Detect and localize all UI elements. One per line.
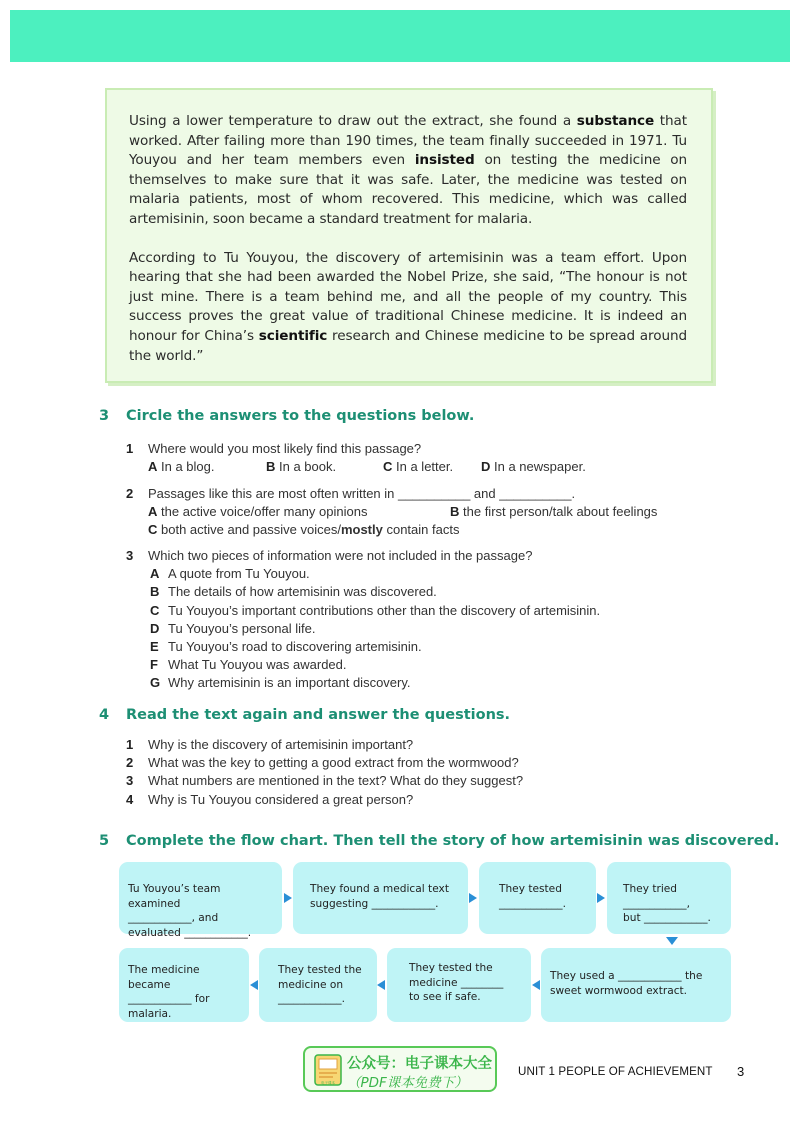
reading-paragraph-1: [129, 112, 687, 230]
text-run: on testing the medicine on themselves to make sure that it was safe. Later, the medicine was tested on malaria patients, most of whom recovered. This medicine, which was called artemisinin, soon became a standard treatment for malaria.: [129, 152, 688, 227]
question-text: Where would you most likely find this passage?: [148, 441, 422, 456]
highlighted-word: scientific: [258, 327, 328, 344]
section-4-heading: 4 Read the text again and answer the questions.: [99, 707, 511, 723]
watermark-line-2: （PDF课本免费下）: [347, 1075, 468, 1091]
question-3-2: 2 Passages like this are most often written in __________ and __________. A the active voice/offer many opinions B the first person/talk about feelings C both active and passive voices/mostly contain facts: [126, 485, 657, 540]
section-title: Circle the answers to the questions below.: [126, 408, 475, 424]
option-a[interactable]: A the active voice/offer many opinions: [148, 504, 368, 520]
flow-box-3: They tested ____________.: [479, 862, 596, 934]
page-number: 3: [737, 1064, 745, 1079]
text-run: that worked. After failing more than 190 times, the team finally succeeded in 1971. Tu Youyou and her team members even: [129, 113, 687, 169]
svg-text:电子课本: 电子课本: [321, 1081, 335, 1085]
option-d[interactable]: D In a newspaper.: [481, 459, 586, 475]
watermark-line-1: 公众号：电子课本大全: [347, 1056, 492, 1072]
arrow-left-icon: [377, 980, 385, 990]
watermark-badge: [303, 1046, 497, 1092]
section-title: Read the text again and answer the questions.: [126, 707, 511, 723]
section-5-heading: 5 Complete the flow chart. Then tell the story of how artemisinin was discovered.: [99, 833, 780, 849]
arrow-right-icon: [284, 893, 292, 903]
reading-passage-box: [105, 88, 713, 383]
question-3-1: 1 Where would you most likely find this passage? A In a blog. B In a book. C In a letter. D In a newspaper.: [126, 440, 586, 476]
option-f[interactable]: F What Tu Youyou was awarded.: [150, 657, 347, 673]
text-run: research and Chinese medicine to be spread around the world.”: [129, 327, 687, 364]
flow-box-2: They found a medical text suggesting ____________.: [293, 862, 468, 934]
question-text: Passages like this are most often written in __________ and __________.: [148, 486, 576, 501]
arrow-right-icon: [469, 893, 477, 903]
flow-box-6: They tested the medicine ________ to see if safe.: [387, 948, 531, 1022]
highlighted-word: insisted: [414, 152, 475, 169]
top-color-band: [10, 10, 790, 62]
flow-box-7: They tested the medicine on ____________.: [259, 948, 377, 1022]
option-a[interactable]: A A quote from Tu Youyou.: [150, 566, 310, 582]
option-b[interactable]: B the first person/talk about feelings: [450, 504, 658, 520]
flow-box-1: Tu Youyou’s team examined ____________, and evaluated ____________.: [119, 862, 282, 934]
section-3-heading: [99, 408, 474, 424]
arrow-left-icon: [250, 980, 258, 990]
reading-paragraph-2: [129, 249, 687, 367]
section-title: Complete the flow chart. Then tell the story of how artemisinin was discovered.: [126, 833, 780, 849]
option-g[interactable]: G Why artemisinin is an important discovery.: [150, 675, 411, 691]
option-e[interactable]: E Tu Youyou’s road to discovering artemisinin.: [150, 639, 422, 655]
option-d[interactable]: D Tu Youyou’s personal life.: [150, 620, 316, 636]
option-a[interactable]: A In a blog.: [148, 459, 215, 475]
options-row: [126, 458, 586, 476]
section-number: 3: [99, 408, 110, 424]
option-c[interactable]: C both active and passive voices/mostly contain facts: [148, 522, 460, 538]
question-4-4: 4 Why is Tu Youyou considered a great person?: [126, 791, 414, 807]
section-4-questions: [126, 736, 523, 809]
arrow-left-icon: [532, 980, 540, 990]
option-c[interactable]: C Tu Youyou’s important contributions other than the discovery of artemisinin.: [150, 602, 601, 618]
question-3-3: 3 Which two pieces of information were not included in the passage? A A quote from Tu Youyou. B The details of how artemisinin was discovered. C Tu Youyou’s important contributions other than the discovery of artemisinin. D Tu Youyou’s personal life. E Tu Youyou’s road to discovering artemisinin. F What Tu Youyou was awarded. G Why artemisinin is an important discovery.: [126, 547, 600, 693]
text-run: According to Tu Youyou, the discovery of artemisinin was a team effort. Upon hearing that she had been awarded the Nobel Prize, she said, “The honour is not just mine. There is a team behind me, and all the people of my country. This success proves the great value of traditional Chinese medicine. It is indeed an honour for China’s: [129, 249, 687, 344]
option-c[interactable]: C In a letter.: [383, 459, 454, 475]
option-b[interactable]: B The details of how artemisinin was discovered.: [150, 584, 437, 600]
option-b[interactable]: B In a book.: [266, 459, 337, 475]
footer-unit-label: UNIT 1 PEOPLE OF ACHIEVEMENT: [518, 1065, 713, 1078]
flow-box-4: They tried ____________, but ____________.: [607, 862, 731, 934]
text-run: Using a lower temperature to draw out the extract, she found a: [129, 113, 577, 129]
flow-box-8: The medicine became ____________ for malaria.: [119, 948, 249, 1022]
question-4-2: 2 What was the key to getting a good extract from the wormwood?: [126, 755, 519, 771]
book-logo-icon: [313, 1053, 343, 1087]
arrow-right-icon: [597, 893, 605, 903]
flow-box-5: They used a ____________ the sweet wormwood extract.: [541, 948, 731, 1022]
arrow-down-icon: [666, 937, 678, 945]
question-text: Which two pieces of information were not included in the passage?: [148, 548, 533, 563]
question-4-3: 3 What numbers are mentioned in the text? What do they suggest?: [126, 773, 524, 789]
highlighted-word: substance: [576, 113, 655, 129]
question-4-1: 1 Why is the discovery of artemisinin important?: [126, 737, 414, 752]
